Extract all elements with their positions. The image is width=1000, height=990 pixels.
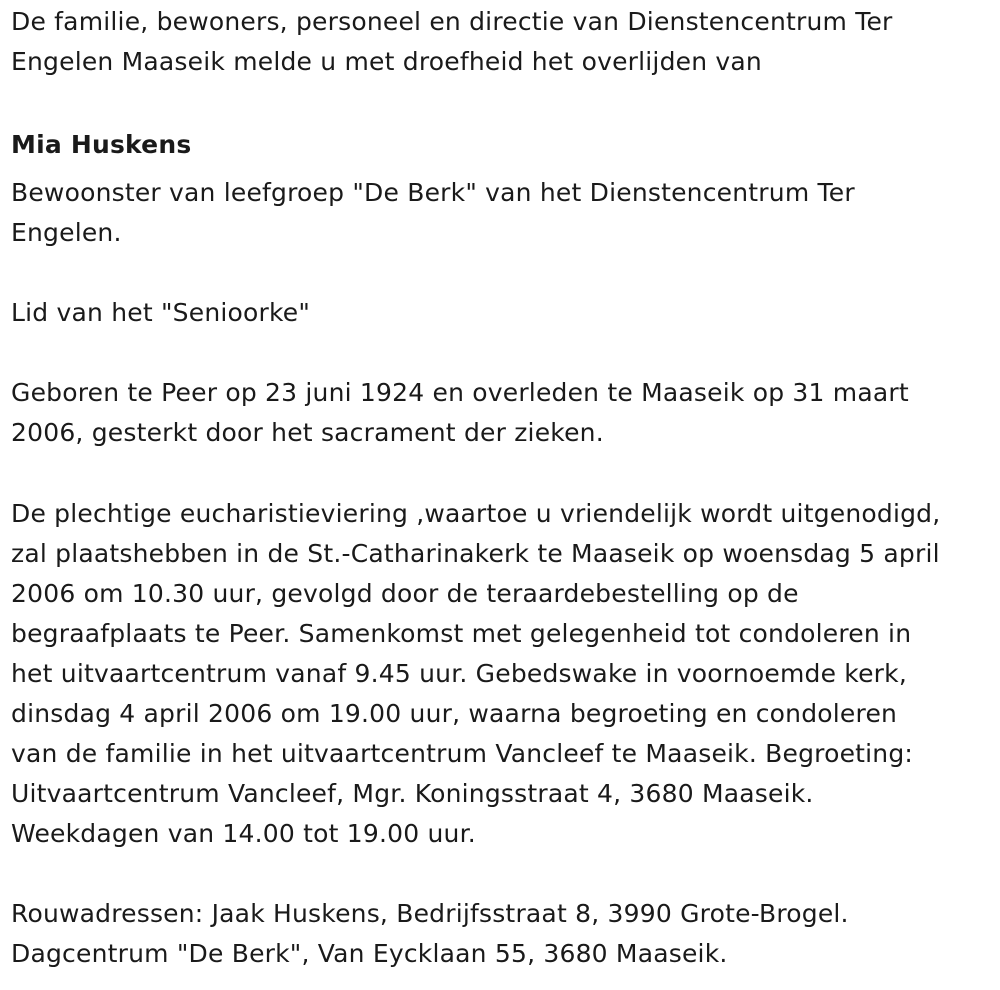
intro-line: De familie, bewoners, personeel en directie van Dienstencentrum Ter: [11, 7, 893, 36]
service-paragraph: [11, 494, 940, 854]
service-line: 2006 om 10.30 uur, gevolgd door de teraardebestelling op de: [11, 579, 799, 608]
service-line: Weekdagen van 14.00 tot 19.00 uur.: [11, 819, 476, 848]
deceased-name: Mia Huskens: [11, 130, 192, 159]
condolence-addresses-paragraph: [11, 894, 849, 974]
birth-line: Geboren te Peer op 23 juni 1924 en overleden te Maaseik op 31 maart: [11, 378, 909, 407]
birth-line: 2006, gesterkt door het sacrament der zieken.: [11, 418, 604, 447]
service-line: De plechtige eucharistieviering ,waartoe u vriendelijk wordt uitgenodigd,: [11, 499, 941, 528]
address-line: Dagcentrum "De Berk", Van Eycklaan 55, 3680 Maaseik.: [11, 939, 728, 968]
intro-paragraph: [11, 2, 893, 82]
service-line: begraafplaats te Peer. Samenkomst met gelegenheid tot condoleren in: [11, 619, 912, 648]
member-paragraph: [11, 293, 310, 333]
service-line: zal plaatshebben in de St.-Catharinakerk te Maaseik op woensdag 5 april: [11, 539, 940, 568]
birth-death-paragraph: [11, 373, 909, 453]
service-line: het uitvaartcentrum vanaf 9.45 uur. Gebedswake in voornoemde kerk,: [11, 659, 907, 688]
address-line: Rouwadressen: Jaak Huskens, Bedrijfsstraat 8, 3990 Grote-Brogel.: [11, 899, 849, 928]
resident-paragraph: [11, 173, 855, 253]
resident-line: Bewoonster van leefgroep "De Berk" van het Dienstencentrum Ter: [11, 178, 855, 207]
service-line: van de familie in het uitvaartcentrum Vancleef te Maaseik. Begroeting:: [11, 739, 914, 768]
resident-line: Engelen.: [11, 218, 122, 247]
service-line: Uitvaartcentrum Vancleef, Mgr. Koningsstraat 4, 3680 Maaseik.: [11, 779, 814, 808]
member-line: Lid van het "Senioorke": [11, 298, 311, 327]
service-line: dinsdag 4 april 2006 om 19.00 uur, waarna begroeting en condoleren: [11, 699, 898, 728]
intro-line: Engelen Maaseik melde u met droefheid het overlijden van: [11, 47, 762, 76]
deceased-name-block: [11, 125, 191, 165]
